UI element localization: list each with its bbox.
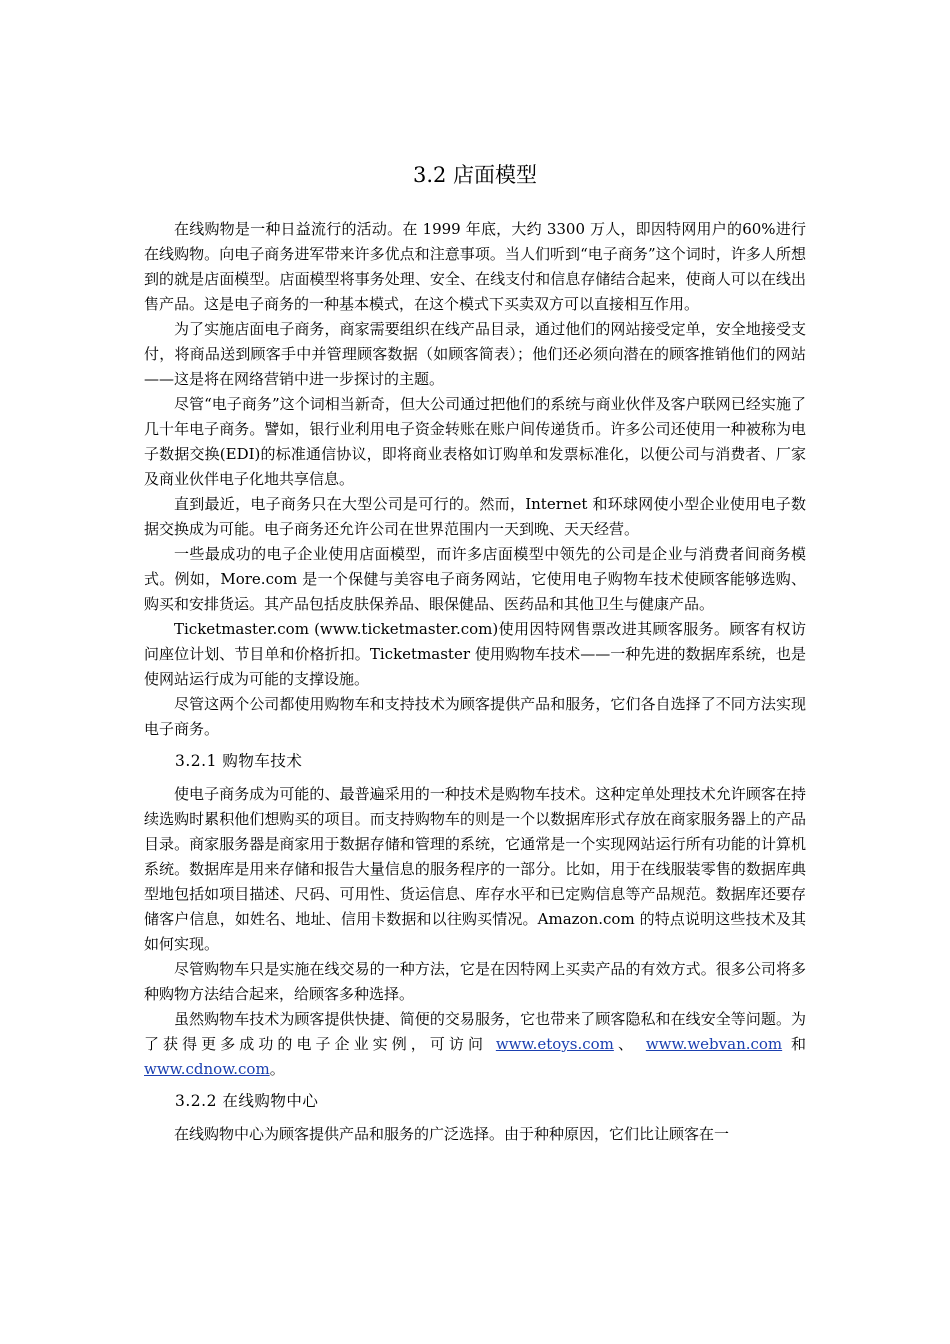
paragraph-text: 虽然购物车技术为顾客提供快捷、简便的交易服务，它也带来了顾客隐私和在线安全等问题。为了获得更多成功的电子企业实例，可访问 xyxy=(144,1010,806,1053)
paragraph: 在线购物是一种日益流行的活动。在 1999 年底，大约 3300 万人，即因特网用户的60%进行在线购物。向电子商务进军带来许多优点和注意事项。当人们听到“电子商务”这个词时，许多人所想到的就是店面模型。店面模型将事务处理、安全、在线支付和信息存储结合起来，使商人可以在线出售产品。这是电子商务的一种基本模式，在这个模式下买卖双方可以直接相互作用。 xyxy=(144,220,806,313)
link-cdnow[interactable]: www.cdnow.com xyxy=(144,1060,270,1078)
paragraph: 尽管“电子商务”这个词相当新奇，但大公司通过把他们的系统与商业伙伴及客户联网已经实施了几十年电子商务。譬如，银行业利用电子资金转账在账户间传递货币。许多公司还使用一种被称为电子数据交换(EDI)的标准通信协议，即将商业表格如订购单和发票标准化，以便公司与消费者、厂家及商业伙伴电子化地共享信息。 xyxy=(144,395,806,488)
paragraph: Ticketmaster.com (www.ticketmaster.com)使用因特网售票改进其顾客服务。顾客有权访问座位计划、节目单和价格折扣。Ticketmaster 使用购物车技术——一种先进的数据库系统，也是使网站运行成为可能的支撑设施。 xyxy=(144,620,806,688)
paragraph-with-links xyxy=(144,1007,806,1082)
subsection-heading: 3.2.1 购物车技术 xyxy=(175,752,303,770)
subsection-heading: 3.2.2 在线购物中心 xyxy=(175,1092,319,1110)
paragraph: 一些最成功的电子企业使用店面模型，而许多店面模型中领先的公司是企业与消费者间商务模式。例如，More.com 是一个保健与美容电子商务网站，它使用电子购物车技术使顾客能够选购、购买和安排货运。其产品包括皮肤保养品、眼保健品、医药品和其他卫生与健康产品。 xyxy=(144,545,806,613)
separator-text: 、 xyxy=(613,1035,646,1053)
paragraph: 为了实施店面电子商务，商家需要组织在线产品目录，通过他们的网站接受定单，安全地接受支付，将商品送到顾客手中并管理顾客数据（如顾客简表）；他们还必须向潜在的顾客推销他们的网站——这是将在网络营销中进一步探讨的主题。 xyxy=(144,320,806,388)
document-body xyxy=(144,217,806,1147)
paragraph: 尽管这两个公司都使用购物车和支持技术为顾客提供产品和服务，它们各自选择了不同方法实现电子商务。 xyxy=(144,695,806,738)
paragraph: 尽管购物车只是实施在线交易的一种方法，它是在因特网上买卖产品的有效方式。很多公司将多种购物方法结合起来，给顾客多种选择。 xyxy=(144,960,806,1003)
separator-text: 和 xyxy=(782,1035,806,1053)
paragraph: 直到最近，电子商务只在大型公司是可行的。然而，Internet 和环球网使小型企业使用电子数据交换成为可能。电子商务还允许公司在世界范围内一天到晚、天天经营。 xyxy=(144,495,806,538)
paragraph: 使电子商务成为可能的、最普遍采用的一种技术是购物车技术。这种定单处理技术允许顾客在持续选购时累积他们想购买的项目。而支持购物车的则是一个以数据库形式存放在商家服务器上的产品目录。商家服务器是商家用于数据存储和管理的系统，它通常是一个实现网站运行所有功能的计算机系统。数据库是用来存储和报告大量信息的服务程序的一部分。比如，用于在线服装零售的数据库典型地包括如项目描述、尺码、可用性、货运信息、库存水平和已定购信息等产品规范。数据库还要存储客户信息，如姓名、地址、信用卡数据和以往购买情况。Amazon.com 的特点说明这些技术及其如何实现。 xyxy=(144,785,806,953)
link-webvan[interactable]: www.webvan.com xyxy=(645,1035,783,1053)
paragraph-text: 。 xyxy=(269,1060,285,1078)
paragraph: 在线购物中心为顾客提供产品和服务的广泛选择。由于种种原因，它们比让顾客在一 xyxy=(174,1125,730,1143)
link-etoys[interactable]: www.etoys.com xyxy=(495,1035,614,1053)
section-title: 3.2 店面模型 xyxy=(412,163,538,187)
